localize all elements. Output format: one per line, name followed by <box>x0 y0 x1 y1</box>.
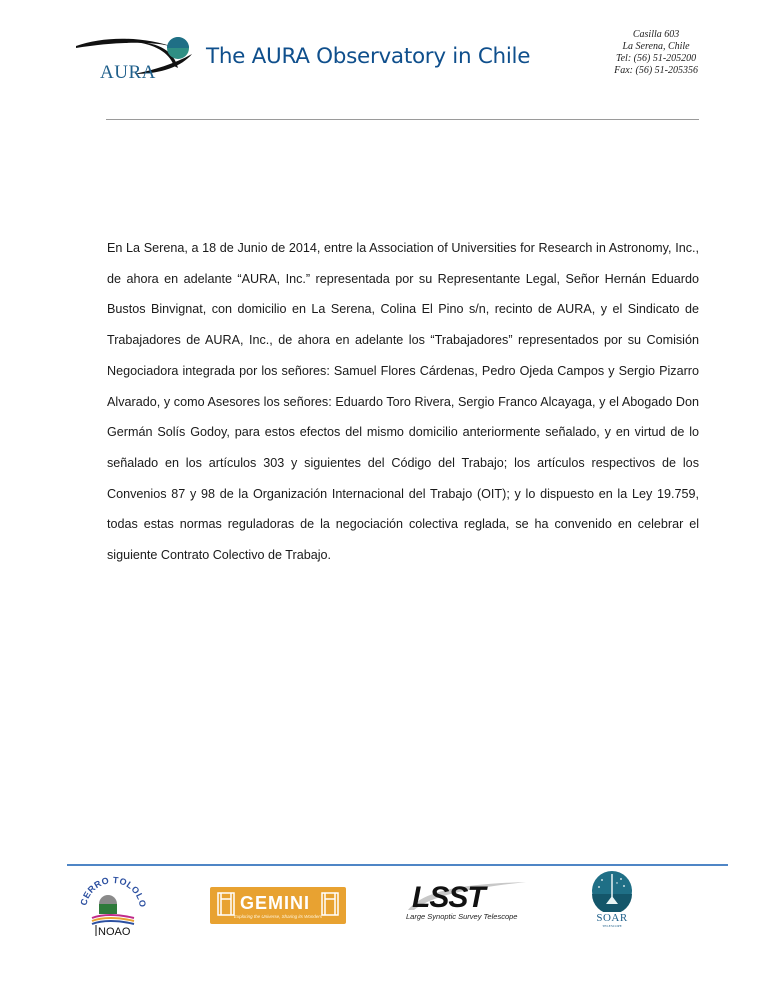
contract-paragraph: En La Serena, a 18 de Junio de 2014, entre la Association of Universities for Research in Astronomy, Inc., de ahora en adelante “AURA, Inc.” representada por su Representante Legal, Señor Hernán Eduardo Bustos Binvignat, con domicilio en La Serena, Colina El Pino s/n, recinto de AURA, y el Sindicato de Trabajadores de AURA, Inc., de ahora en adelante los “Trabajadores” representados por su Comisión Negociadora integrada por los señores: Samuel Flores Cárdenas, Pedro Ojeda Campos y Sergio Pizarro Alvarado, y como Asesores los señores: Eduardo Toro Rivera, Sergio Franco Alcayaga, y el Abogado Don Germán Solís Godoy, para estos efectos del mismo domicilio anteriormente señalado, y en virtud de lo señalado en los artículos 303 y siguientes del Código del Trabajo; los artículos respectivos de los Convenios 87 y 98 de la Organización Internacional del Trabajo (OIT); y lo dispuesto en la Ley 19.759, todas estas normas reguladoras de la negociación colectiva reglada, se ha convenido en celebrar el siguiente Contrato Colectivo de Trabajo. <box>107 241 699 563</box>
aura-logo-text: AURA <box>100 62 156 83</box>
soar-globe-icon <box>588 870 636 912</box>
tololo-arc-text: CERRO TOLOLO <box>78 876 148 909</box>
cerro-tololo-logo <box>78 876 148 938</box>
contact-address: Casilla 603 <box>632 29 680 40</box>
header-divider <box>106 119 699 120</box>
gemini-logo <box>210 887 346 924</box>
lsst-text: LSST <box>412 881 485 912</box>
footer-divider <box>67 864 728 866</box>
noao-text: NOAO <box>98 926 131 938</box>
contact-block <box>614 29 698 77</box>
contact-city: La Serena, Chile <box>622 41 690 52</box>
soar-logo <box>588 870 636 930</box>
aura-logo <box>74 34 196 86</box>
soar-text: SOAR <box>596 912 628 924</box>
lsst-logo <box>404 880 530 924</box>
gemini-tagline: Exploring the Universe, Sharing its Wonders <box>233 914 323 919</box>
lsst-tagline: Large Synoptic Survey Telescope <box>406 912 518 921</box>
contact-phone: Tel: (56) 51-205200 <box>615 53 697 64</box>
soar-tagline: TELESCOPE <box>602 924 622 928</box>
page-title: The AURA Observatory in Chile <box>206 44 531 69</box>
gemini-text: GEMINI <box>240 893 311 913</box>
contact-fax: Fax: (56) 51-205356 <box>614 65 698 76</box>
dome-icon <box>99 904 117 914</box>
